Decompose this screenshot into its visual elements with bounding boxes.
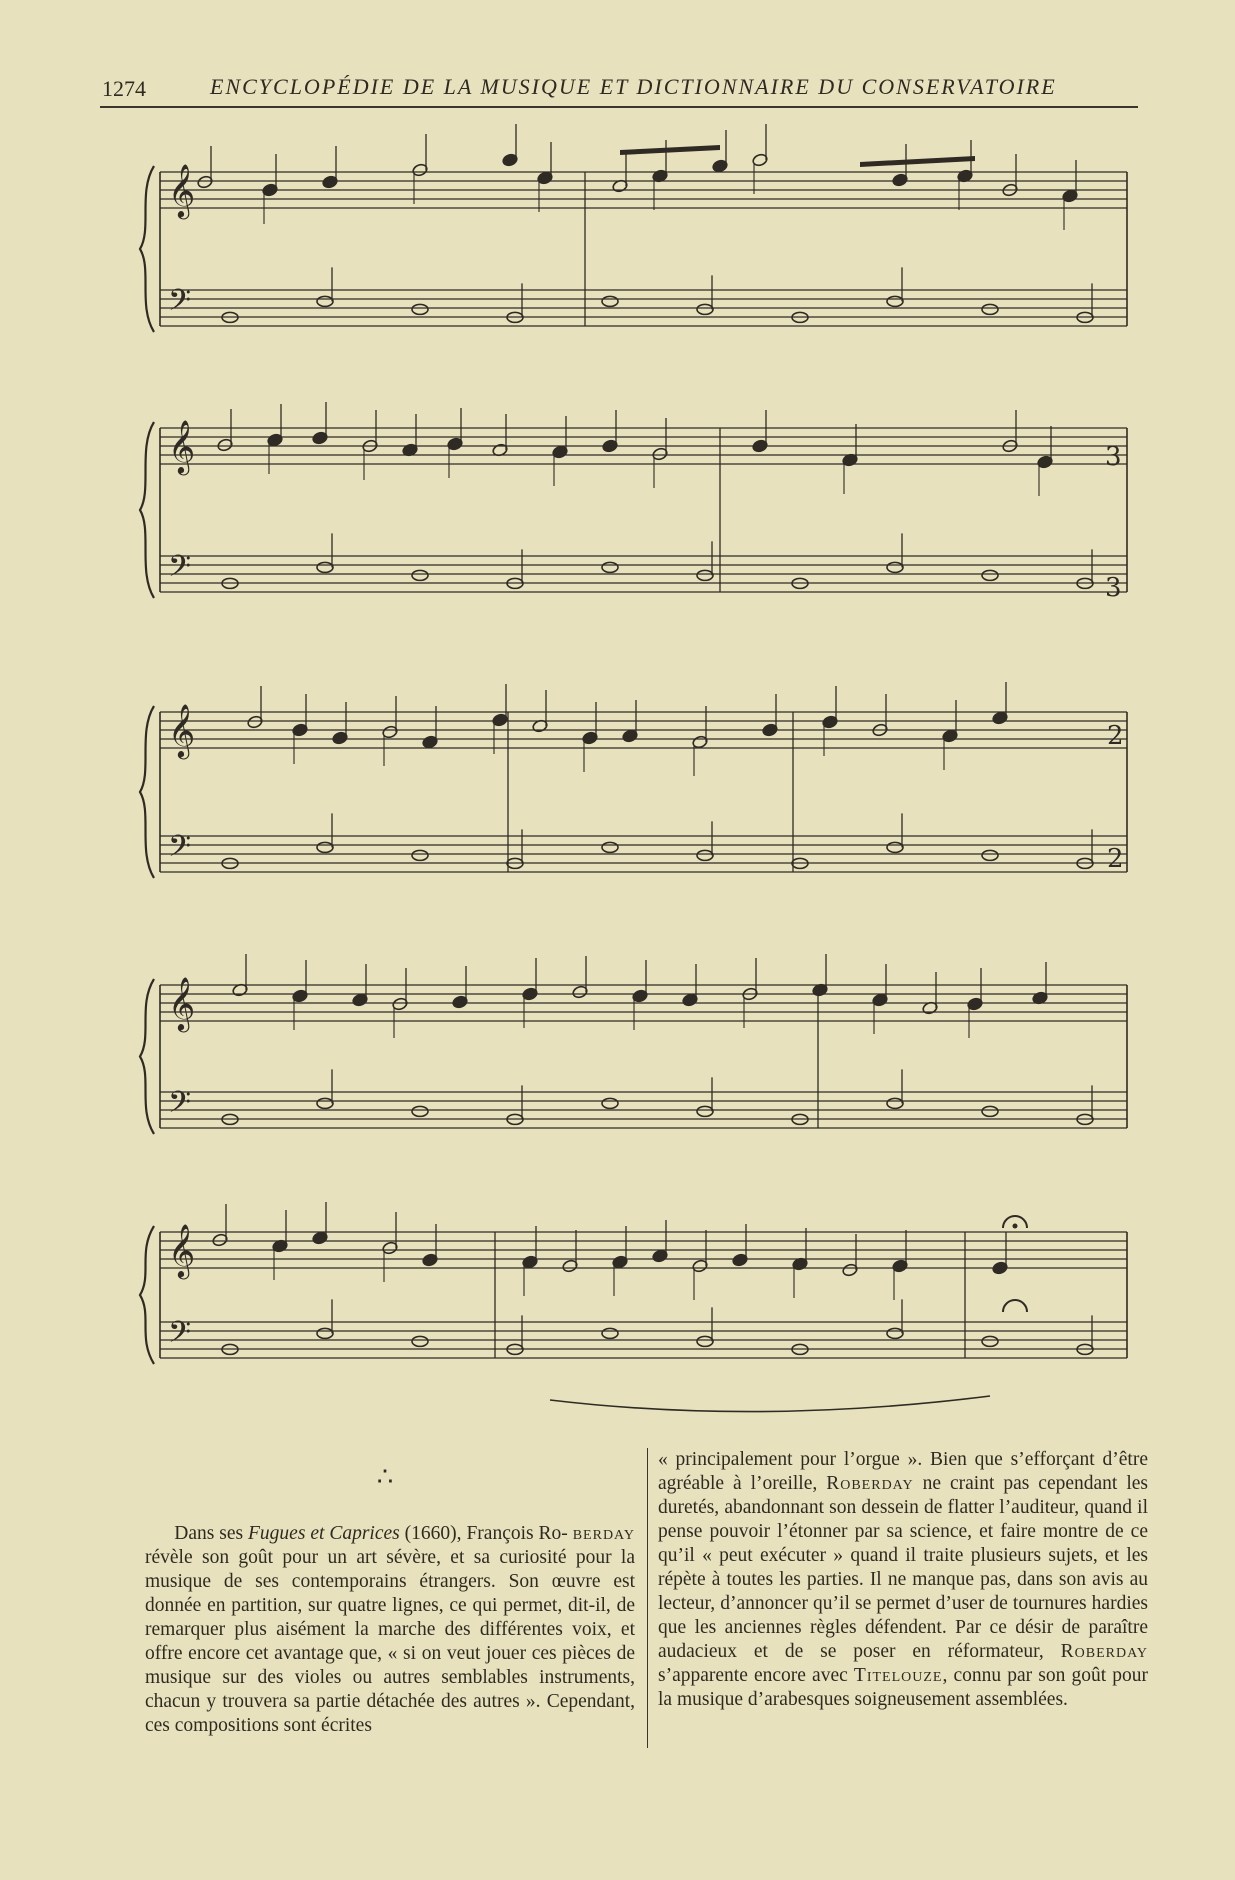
time-signature-3-bass: 3 <box>1105 573 1122 603</box>
right-text-part-1: « principalement pour l’orgue ». Bien que s’efforçant d’être agréable à l’oreille, <box>658 1449 1148 1494</box>
treble-clef-icon: 𝄞 <box>168 976 196 1030</box>
right-text-part-4: , connu par son goût pour la musique d’arabesques soigneusement assemblées. <box>658 1665 1148 1710</box>
work-title: Fugues et Caprices <box>248 1523 400 1544</box>
running-title: ENCYCLOPÉDIE DE LA MUSIQUE ET DICTIONNAIRE DU CONSERVATOIRE <box>210 74 1057 99</box>
page-number: 1274 <box>102 76 146 101</box>
composer-name: Roberday <box>826 1473 914 1494</box>
treble-clef-icon: 𝄞 <box>168 1223 196 1277</box>
left-text-part-1: Dans ses <box>174 1523 249 1544</box>
bass-clef-icon: 𝄢 <box>168 1316 192 1357</box>
left-text-part-3: révèle son goût pour un art sévère, et sa curiosité pour la musique de ses contemporains étrangers. Son œuvre est donnée en partition, sur quatre lignes, ce qui permet, dit-il, de remarquer plus aisément la marche des différentes voix, et offre encore cet avantage que, « si on veut jouer ces pièces de musique sur des violes ou autres semblables instruments, chacun y trouvera sa partie détachée des autres ». Cependant, ces compositions sont écrites <box>145 1547 635 1736</box>
bass-clef-icon: 𝄢 <box>168 1086 192 1127</box>
time-signature-3-treble: 3 <box>1105 442 1122 472</box>
score-systems <box>140 124 1127 1412</box>
time-signature-2-bass: 2 <box>1107 844 1124 874</box>
treble-clef-icon: 𝄞 <box>168 703 196 757</box>
right-text-part-3: s’apparente encore avec <box>658 1665 854 1686</box>
left-text-part-2: (1660), François <box>399 1523 539 1544</box>
column-divider <box>647 1448 648 1748</box>
treble-clef-icon: 𝄞 <box>168 419 196 473</box>
composer-name-part-2: berday <box>572 1523 635 1544</box>
composer-name-part-1: Ro- <box>538 1523 568 1544</box>
right-text-column <box>658 1448 1148 1712</box>
composer-name: Roberday <box>1060 1641 1148 1662</box>
treble-clef-icon: 𝄞 <box>168 163 196 217</box>
bass-clef-icon: 𝄢 <box>168 284 192 325</box>
right-text-part-2: ne craint pas cependant les duretés, abandonnant son dessein de flatter l’auditeur, quand il pense pouvoir l’étonner par sa science, et faire montre de ce qu’il « peut exécuter » quand il traite plusieurs sujets, et les répète à toutes les parties. Il ne manque pas, dans son avis au lecteur, d’annoncer qu’il se permet d’user de tournures hardies que les anciennes règles défendent. Par ce désir de paraître audacieux et de se poser en réformateur, <box>658 1473 1148 1662</box>
asterism: ∴ <box>376 1462 394 1491</box>
bass-clef-icon: 𝄢 <box>168 550 192 591</box>
time-signature-2-treble: 2 <box>1107 721 1124 751</box>
composer-name-titelouze: Titelouze <box>853 1665 943 1686</box>
bass-clef-icon: 𝄢 <box>168 830 192 871</box>
left-text-column <box>145 1522 635 1738</box>
